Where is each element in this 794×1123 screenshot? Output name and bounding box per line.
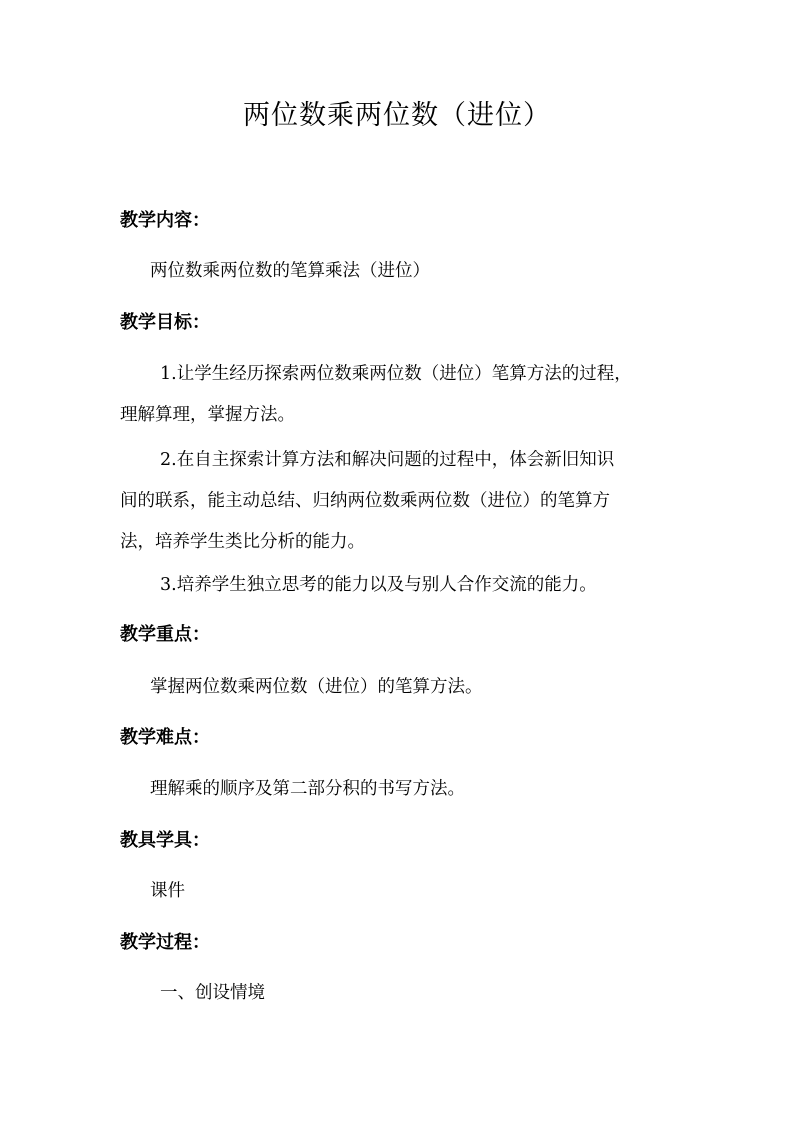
process-heading: 教学过程： <box>120 932 210 953</box>
content-text: 两位数乘两位数的笔算乘法（进位） <box>150 261 430 281</box>
objective-1-line-2: 理解算理，掌握方法。 <box>120 405 295 425</box>
document-title: 两位数乘两位数（进位） <box>243 100 551 131</box>
objective-item-3 <box>120 565 680 606</box>
objective-item-2 <box>120 440 680 563</box>
objective-3-line-1: 3.培养学生独立思考的能力以及与别人合作交流的能力。 <box>160 575 597 595</box>
objectives-heading: 教学目标： <box>120 312 210 333</box>
content-heading: 教学内容： <box>120 210 210 231</box>
process-step-1: 一、创设情境 <box>160 983 265 1003</box>
key-points-heading: 教学重点： <box>120 624 210 645</box>
materials-text: 课件 <box>150 881 185 901</box>
key-points-text: 掌握两位数乘两位数（进位）的笔算方法。 <box>150 677 483 697</box>
objective-2-line-3: 法，培养学生类比分析的能力。 <box>120 532 365 552</box>
objective-2-line-1: 2.在自主探索计算方法和解决问题的过程中，体会新旧知识 <box>160 450 615 470</box>
difficulties-heading: 教学难点： <box>120 727 210 748</box>
difficulties-text: 理解乘的顺序及第二部分积的书写方法。 <box>150 779 465 799</box>
materials-heading: 教具学具： <box>120 830 210 851</box>
objective-item-1 <box>120 354 680 436</box>
objective-2-line-2: 间的联系，能主动总结、归纳两位数乘两位数（进位）的笔算方 <box>120 491 610 511</box>
objective-1-line-1: 1.让学生经历探索两位数乘两位数（进位）笔算方法的过程， <box>160 364 632 384</box>
